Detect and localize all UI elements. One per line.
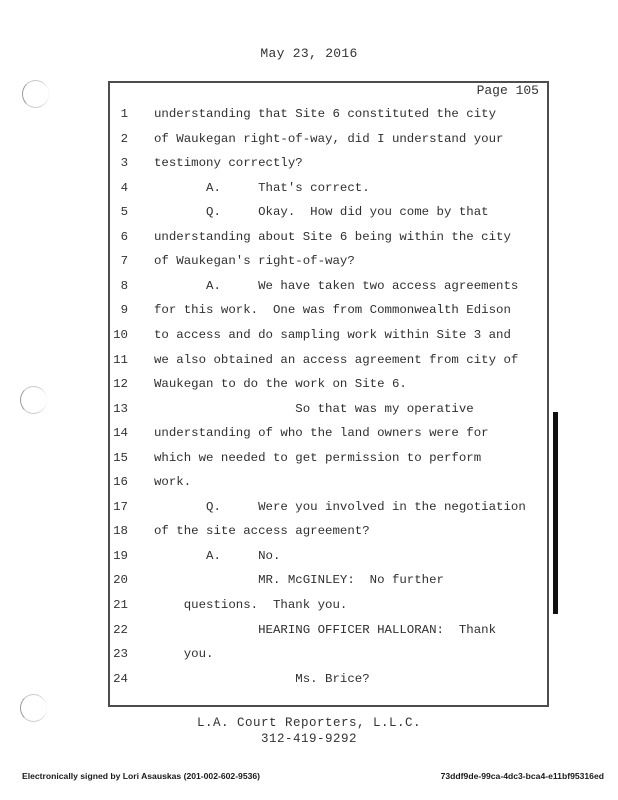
line-text: to access and do sampling work within Site 3 and (154, 327, 511, 342)
line-number: 1 (120, 107, 128, 121)
transcript-date: May 23, 2016 (260, 46, 358, 61)
line-text: A. We have taken two access agreements (154, 278, 519, 293)
line-text: Q. Were you involved in the negotiation (154, 499, 526, 514)
transcript-line (110, 372, 547, 396)
reporter-company: L.A. Court Reporters, L.L.C. (196, 716, 422, 730)
line-number: 20 (113, 573, 128, 588)
transcript-line (110, 151, 547, 175)
line-number: 5 (120, 205, 128, 220)
line-number: 23 (113, 647, 128, 662)
line-number: 9 (120, 303, 128, 318)
transcript-line (110, 544, 547, 568)
line-text: MR. McGINLEY: No further (154, 573, 444, 588)
line-text: HEARING OFFICER HALLORAN: Thank (154, 622, 497, 637)
page-number: Page 105 (476, 83, 539, 98)
margin-bar (553, 412, 558, 614)
transcript-line (110, 495, 547, 519)
transcript-line (110, 446, 547, 470)
document-id: 73ddf9de-99ca-4dc3-bca4-e11bf95316ed (440, 771, 604, 781)
signature-notice: Electronically signed by Lori Asauskas (201-002-602-9536) (22, 771, 261, 781)
line-text: of the site access agreement? (154, 524, 370, 539)
transcript-line (110, 274, 547, 298)
transcript-line (110, 568, 547, 592)
transcript-page-box (108, 81, 549, 707)
line-number: 17 (113, 499, 128, 514)
line-number: 6 (120, 229, 128, 244)
line-number: 13 (113, 401, 128, 416)
line-text: A. No. (154, 548, 281, 563)
line-text: testimony correctly? (154, 156, 303, 171)
line-number: 4 (120, 180, 128, 195)
transcript-line (110, 127, 547, 151)
line-text: questions. Thank you. (154, 598, 348, 612)
line-number: 16 (113, 475, 128, 490)
hole-punch-top (22, 80, 49, 108)
transcript-line (110, 667, 547, 691)
line-text: understanding about Site 6 being within the city (154, 229, 511, 244)
line-text: for this work. One was from Commonwealth Edison (154, 303, 511, 318)
reporter-phone: 312-419-9292 (260, 732, 357, 746)
line-number: 11 (113, 352, 128, 367)
line-text: of Waukegan's right-of-way? (154, 254, 355, 269)
line-number: 7 (120, 254, 128, 269)
line-number: 3 (120, 156, 128, 171)
transcript-line (110, 470, 547, 494)
line-number: 14 (113, 426, 128, 441)
line-number: 21 (113, 598, 128, 612)
transcript-line (110, 323, 547, 347)
transcript-line (110, 348, 547, 372)
line-number: 8 (120, 278, 128, 293)
hole-punch-middle (20, 386, 47, 414)
line-number: 2 (120, 131, 128, 146)
line-text: Q. Okay. How did you come by that (154, 205, 489, 220)
transcript-line (110, 421, 547, 445)
transcript-line (110, 642, 547, 666)
transcript-line (110, 593, 547, 617)
line-text: understanding that Site 6 constituted the city (154, 107, 497, 121)
line-text: you. (154, 647, 214, 662)
line-text: work. (154, 475, 192, 490)
line-number: 19 (113, 548, 128, 563)
line-text: of Waukegan right-of-way, did I understand your (154, 131, 504, 146)
transcript-line (110, 298, 547, 322)
line-number: 12 (113, 377, 128, 392)
line-text: A. That's correct. (154, 180, 370, 195)
transcript-line (110, 618, 547, 642)
line-text: we also obtained an access agreement from city of (154, 352, 519, 367)
line-number: 18 (113, 524, 128, 539)
transcript-line (110, 102, 547, 126)
transcript-line (110, 200, 547, 224)
transcript-line (110, 249, 547, 273)
transcript-line (110, 176, 547, 200)
line-text: Waukegan to do the work on Site 6. (154, 377, 407, 392)
line-number: 10 (113, 327, 128, 342)
line-number: 15 (113, 450, 128, 465)
line-number: 24 (113, 671, 128, 686)
transcript-line (110, 397, 547, 421)
transcript-line (110, 519, 547, 543)
line-text: So that was my operative (154, 401, 474, 416)
line-text: which we needed to get permission to perform (154, 450, 482, 465)
line-text: Ms. Brice? (154, 671, 370, 686)
line-number: 22 (113, 622, 128, 637)
transcript-line (110, 225, 547, 249)
line-text: understanding of who the land owners were for (154, 426, 489, 441)
